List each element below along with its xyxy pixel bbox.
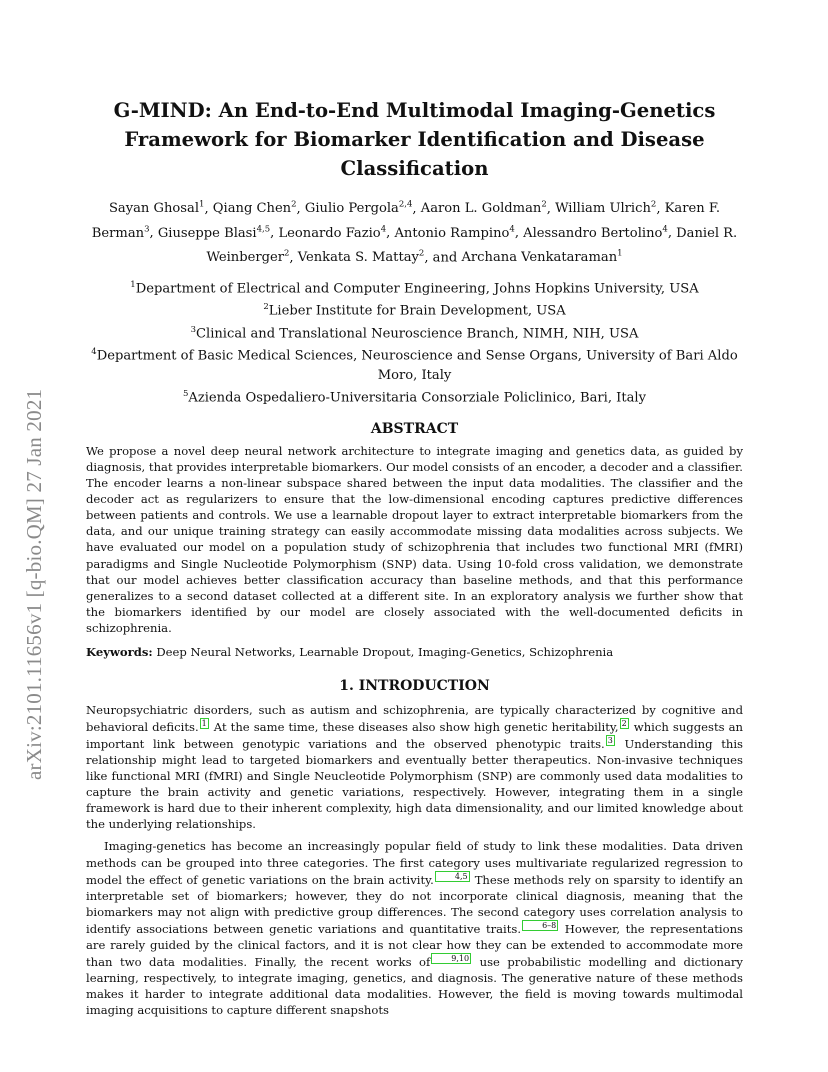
paragraph-text: Understanding this relationship might lead to targeted biomarkers and eventually better therapeutics. Non-invasive techniques like functional MRI (fMRI) and Single Neucleotide Polymorphism (SNP) are commonly used data modalities to capture the brain activity and genetic variations, respectively. However, integrating them in a single framework is hard due to their inherent complexity, high data dimensionality, and our limited knowledge about the underlying relationships. [86,736,743,832]
paragraph-text: which suggests an important link between genotypic variations and the observed phenotypic traits. [86,719,743,751]
affiliation-text: Department of Basic Medical Sciences, Neuroscience and Sense Organs, University of Bari Aldo Moro, Italy [96,348,738,383]
author-name [298,250,425,265]
abstract-text: We propose a novel deep neural network architecture to integrate imaging and genetics data, as guided by diagnosis, that provides interpretable biomarkers. Our model consists of an encoder, a decoder and a classifier. The encoder learns a non-linear subspace shared between the input data modalities. The classifier and the decoder act as regularizers to ensure that the low-dimensional encoding captures predictive differences between patients and controls. We use a learnable dropout layer to extract interpretable biomarkers from the data, and our unique training strategy can easily accommodate missing data modalities across subjects. We have evaluated our model on a population study of schizophrenia that includes two functional MRI (fMRI) paradigms and Single Nucleotide Polymorphism (SNP) data. Using 10-fold cross validation, we demonstrate that our model achieves better classification accuracy than baseline methods, and that this performance generalizes to a second dataset collected at a different site. In an exploratory analysis we further show that the biomarkers identified by our model are closely associated with the well-documented deficits in schizophrenia. [86,443,743,635]
citation-link[interactable]: 2 [621,719,627,729]
paragraph-text: use probabilistic modelling and dictionary learning, respectively, to integrate imaging, genetics, and diagnosis. The generative nature of these methods makes it harder to integrate additional data modalities. However, the field is moving towards multimodal imaging acquisitions to capture different snapshots [86,954,743,1017]
affiliation-text: Lieber Institute for Brain Development, USA [268,303,566,319]
affiliation-mark: 4 [91,347,97,358]
author-name [213,201,297,216]
citation-link[interactable]: 3 [607,736,613,746]
citation-link[interactable]: 6–8 [522,920,558,931]
author-name [421,201,547,216]
author-name-text: Leonardo Fazio [278,225,381,241]
author-name-text: Alessandro Bertolino [523,225,663,241]
paper-page [86,96,743,1024]
author-affiliation-mark: 2,4 [398,200,413,210]
author-name [109,201,205,216]
author-affiliation-mark: 4 [380,224,387,235]
affiliation-list [86,276,743,407]
author-name [305,201,413,216]
author-affiliation-mark: 4,5 [256,224,271,235]
affiliation-entry [86,298,743,320]
paragraph-text: At the same time, these diseases also show high genetic heritability, [209,719,619,734]
affiliation-text: Clinical and Translational Neuroscience Branch, NIMH, NIH, USA [195,326,639,342]
author-name-text: Giuseppe Blasi [157,225,257,241]
paragraph-text: Imaging-genetics has become an increasingly popular field of study to link these modalities. Data driven methods can be grouped into three categories. The first category uses multivariate regularized regression to model the effect of genetic variations on the brain activity. [86,839,743,887]
affiliation-text: Department of Electrical and Computer Engineering, Johns Hopkins University, USA [135,281,699,297]
paragraph-text: Neuropsychiatric disorders, such as autism and schizophrenia, are typically characterized by cognitive and behavioral deficits. [86,703,743,734]
author-affiliation-mark: 1 [199,200,205,210]
author-name-text: Aaron L. Goldman [420,201,542,217]
citation-link[interactable]: 4,5 [435,871,470,882]
author-affiliation-mark: 1 [617,248,623,259]
abstract-heading: ABSTRACT [370,420,459,437]
keywords-text: Deep Neural Networks, Learnable Dropout, Imaging-Genetics, Schizophrenia [156,645,614,659]
author-affiliation-mark: 4 [509,224,515,235]
author-affiliation-mark: 2 [418,248,425,259]
introduction-paragraph-2 [86,838,743,1018]
author-name [555,201,656,216]
author-name-text: Venkata S. Mattay [297,250,419,266]
keywords-label: Keywords: [86,645,153,659]
citation-link[interactable]: 1 [201,719,207,729]
keywords-line [86,644,743,660]
affiliation-mark: 3 [190,324,196,335]
citation-link[interactable]: 9,10 [431,953,471,964]
author-name-text: William Ulrich [555,201,651,217]
author-name-text: Antonio Rampino [394,225,510,241]
author-affiliation-mark: 4 [662,224,668,235]
author-name-text: Sayan Ghosal [108,201,200,217]
affiliation-mark: 2 [263,302,269,313]
author-name-text: Daniel R. Weinberger [206,225,738,266]
author-affiliation-mark: 2 [650,200,657,210]
author-name-text: Karen F. Berman [91,201,721,241]
paragraph-text: However, the representations are rarely guided by the clinical factors, and it is not clear how they can be extended to accommodate more than two data modalities. Finally, the recent works of [86,921,743,969]
introduction-paragraph-1 [86,702,743,832]
affiliation-entry [86,385,743,407]
affiliation-mark: 5 [182,388,189,399]
author-name [394,226,514,241]
author-affiliation-mark: 2 [283,248,290,259]
author-name [523,226,668,241]
author-affiliation-mark: 3 [144,224,150,235]
author-name [158,226,270,241]
affiliation-entry [86,276,743,298]
author-name [278,226,386,241]
affiliation-mark: 1 [130,280,136,291]
affiliation-entry [86,321,743,343]
author-list: Sayan Ghosal$^1$, Qiang Chen$^2$, Giulio Pergola$^{2,4}$, Aaron L. Goldman$^2$, William Ulrich$^2$, Karen F. Berman$^3$, Giuseppe Blasi$^{4,5}$, Leonardo Fazio$^4$, Antonio Rampino$^4$, Alessandro Bertolino$^4$, Daniel R. Weinberger$^2$, Venkata S. Mattay$^2$, and Archana Venkataraman$^1$ [91,200,738,266]
arxiv-identifier-stamp: arXiv:2101.11656v1 [q-bio.QM] 27 Jan 2021 [22,388,46,780]
introduction-heading: 1. INTRODUCTION [339,678,490,694]
paragraph-text: These methods rely on sparsity to identify an interpretable set of biomarkers; however, they do not incorporate clinical diagnosis, meaning that the biomarkers may not align with predictive group differences. The second category uses correlation analysis to identify associations between genetic variations and quantitative traits. [86,872,744,936]
author-name-text: Qiang Chen [212,201,292,217]
affiliation-text: Azienda Ospedaliero-Universitaria Consorziale Policlinico, Bari, Italy [188,389,647,405]
author-affiliation-mark: 2 [291,200,297,210]
author-name-text: Archana Venkataraman [461,250,618,266]
author-affiliation-mark: 2 [541,200,547,210]
paper-title: G-MIND: An End-to-End Multimodal Imaging-Genetics Framework for Biomarker Identification and Disease Classification [113,99,716,180]
affiliation-entry [86,343,743,384]
author-name-text: Giulio Pergola [304,201,399,217]
author-name [461,250,622,265]
